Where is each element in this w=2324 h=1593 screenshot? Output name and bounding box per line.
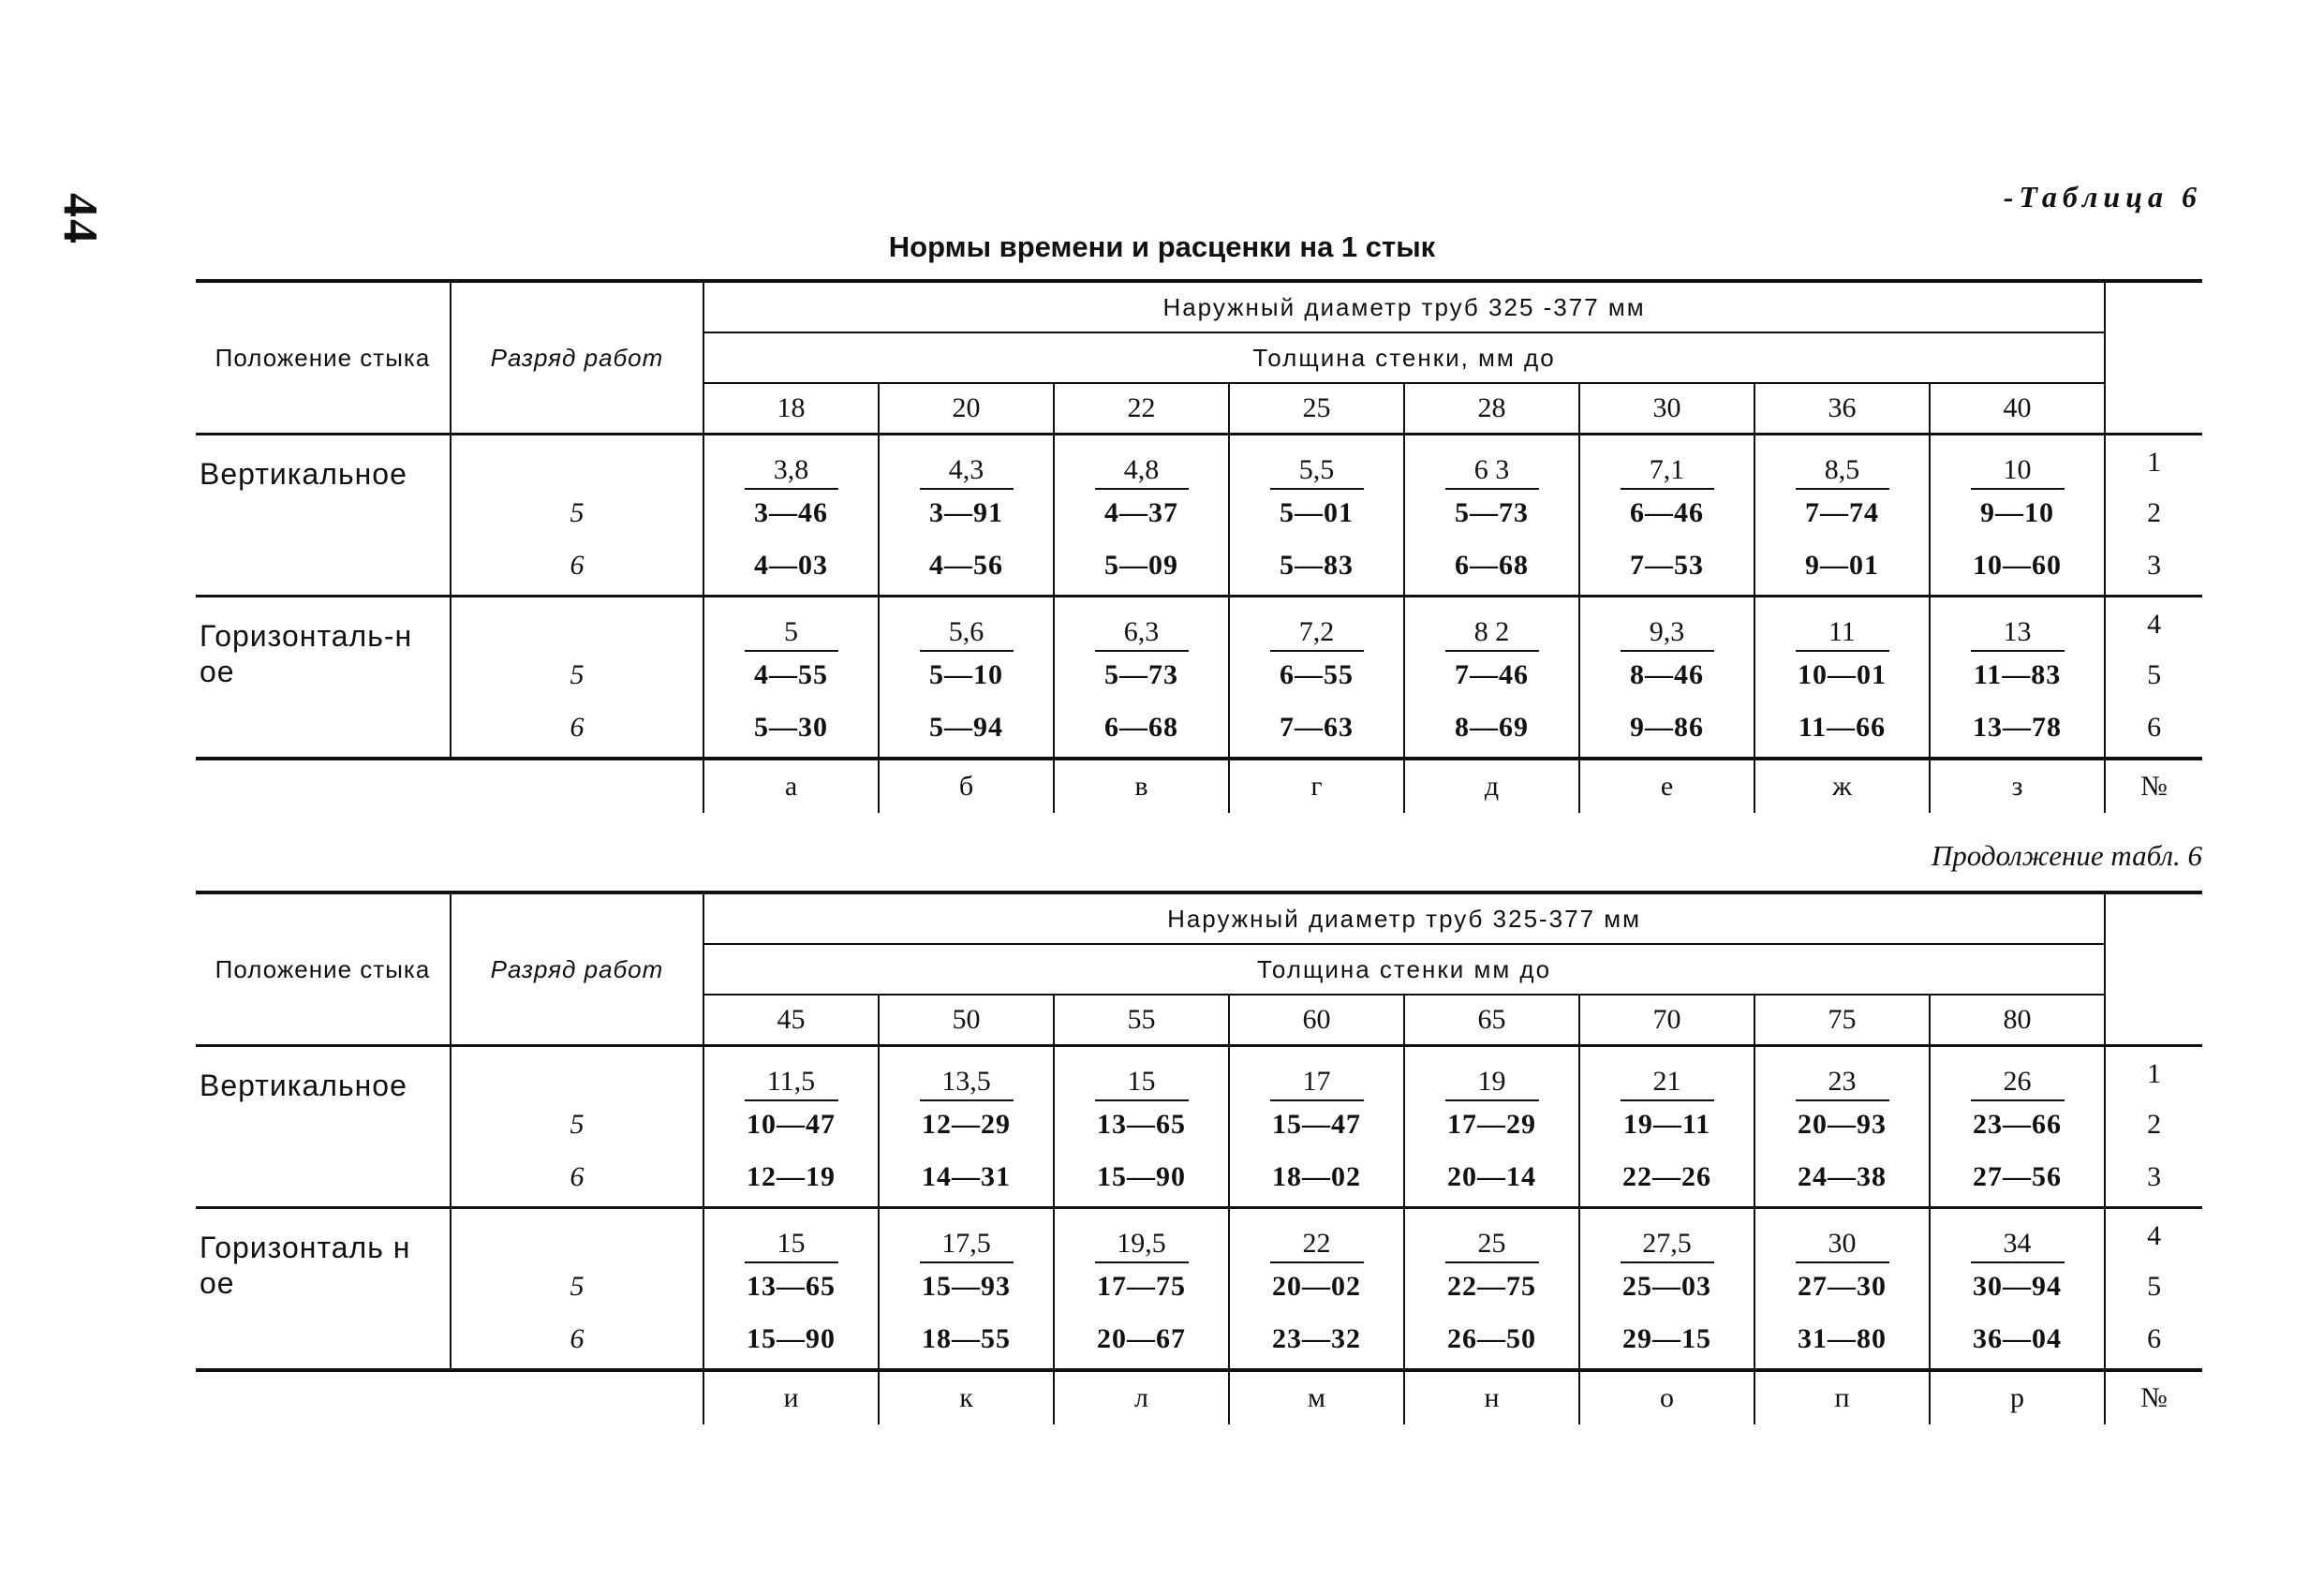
time-norm: 13 [1971, 616, 2065, 652]
rate-cell: 15—90 [1054, 1148, 1229, 1208]
rate-cell: 36—04 [1930, 1310, 2105, 1370]
rate-cell: 19—11 [1579, 1101, 1754, 1148]
rate-cell: 23—66 [1930, 1101, 2105, 1148]
time-norm: 22 [1270, 1228, 1364, 1263]
norm-cell [1404, 1208, 1579, 1264]
time-norm: 4,3 [920, 454, 1014, 490]
thickness-cell: 40 [1930, 383, 2105, 435]
grade-cell-empty [451, 435, 703, 491]
thickness-cell: 30 [1579, 383, 1754, 435]
norms-table-2 [196, 891, 2202, 1424]
thickness-cell: 55 [1054, 995, 1229, 1046]
norm-cell [1754, 1046, 1930, 1102]
column-letter: б [879, 759, 1054, 813]
diameter-header: Наружный диаметр труб 325 -377 мм [703, 281, 2105, 332]
time-norm: 25 [1445, 1228, 1539, 1263]
rate-cell: 23—32 [1229, 1310, 1404, 1370]
norm-cell [703, 1208, 879, 1264]
time-norm: 8 2 [1445, 616, 1539, 652]
grade-cell-empty [451, 597, 703, 653]
time-norm: 11 [1796, 616, 1889, 652]
time-norm: 10 [1971, 454, 2065, 490]
time-norm: 15 [745, 1228, 838, 1263]
grade-cell: 5 [451, 1263, 703, 1310]
rate-cell: 29—15 [1579, 1310, 1754, 1370]
rate-cell: 20—93 [1754, 1101, 1930, 1148]
norm-cell [703, 597, 879, 653]
time-norm: 23 [1796, 1066, 1889, 1101]
grade-header [451, 892, 703, 1046]
time-norm: 5 [745, 616, 838, 652]
time-norm: 34 [1971, 1228, 2065, 1263]
column-letter: г [1229, 759, 1404, 813]
rate-cell: 18—02 [1229, 1148, 1404, 1208]
rate-cell: 27—30 [1754, 1263, 1930, 1310]
time-norm: 5,6 [920, 616, 1014, 652]
norm-row [196, 1208, 2202, 1264]
column-letter: к [879, 1370, 1054, 1424]
rate-cell: 17—29 [1404, 1101, 1579, 1148]
norms-table-1 [196, 279, 2202, 813]
rate-cell: 30—94 [1930, 1263, 2105, 1310]
rate-cell: 14—31 [879, 1148, 1054, 1208]
rate-cell: 11—83 [1930, 652, 2105, 699]
norm-cell [1054, 597, 1229, 653]
rate-row [196, 699, 2202, 759]
norm-cell [1579, 435, 1754, 491]
row-number: 4 [2105, 1208, 2202, 1264]
norm-cell [1054, 1208, 1229, 1264]
rate-cell: 3—91 [879, 490, 1054, 537]
rate-cell: 5—09 [1054, 537, 1229, 597]
position-header-text: Положение стыка [215, 344, 431, 372]
rate-cell: 5—73 [1054, 652, 1229, 699]
grade-header [451, 281, 703, 435]
thickness-cell: 36 [1754, 383, 1930, 435]
rate-cell: 10—60 [1930, 537, 2105, 597]
norm-cell [1229, 1046, 1404, 1102]
rate-row [196, 490, 2202, 537]
norm-cell [1930, 597, 2105, 653]
position-header-text: Положение стыка [215, 955, 431, 983]
thickness-cell: 22 [1054, 383, 1229, 435]
rate-cell: 22—26 [1579, 1148, 1754, 1208]
thickness-cell: 28 [1404, 383, 1579, 435]
rate-cell: 6—68 [1404, 537, 1579, 597]
time-norm: 5,5 [1270, 454, 1364, 490]
norm-cell [1579, 1046, 1754, 1102]
rate-row [196, 1310, 2202, 1370]
rate-row [196, 652, 2202, 699]
norm-cell [1054, 1046, 1229, 1102]
norm-cell [1404, 435, 1579, 491]
rate-cell: 20—67 [1054, 1310, 1229, 1370]
grade-header-text: Разряд работ [490, 344, 664, 372]
thickness-cell: 18 [703, 383, 879, 435]
rate-cell: 5—73 [1404, 490, 1579, 537]
rate-cell: 22—75 [1404, 1263, 1579, 1310]
rate-cell: 10—01 [1754, 652, 1930, 699]
rate-cell: 8—46 [1579, 652, 1754, 699]
thickness-cell: 50 [879, 995, 1054, 1046]
rate-cell: 9—86 [1579, 699, 1754, 759]
rate-cell: 5—94 [879, 699, 1054, 759]
norm-cell [1229, 435, 1404, 491]
time-norm: 17,5 [920, 1228, 1014, 1263]
norm-cell [1579, 1208, 1754, 1264]
header-row [196, 281, 2202, 332]
grade-cell: 6 [451, 699, 703, 759]
norm-cell [1229, 1208, 1404, 1264]
letters-empty [451, 1370, 703, 1424]
column-letters-row [196, 1370, 2202, 1424]
table-title: Нормы времени и расценки на 1 стык [888, 230, 1436, 263]
row-number: 6 [2105, 699, 2202, 759]
rate-cell: 15—90 [703, 1310, 879, 1370]
position-label: Горизонталь-ное [200, 619, 413, 688]
norm-cell [879, 435, 1054, 491]
norm-row [196, 1046, 2202, 1102]
rate-cell: 13—65 [1054, 1101, 1229, 1148]
diameter-header: Наружный диаметр труб 325-377 мм [703, 892, 2105, 944]
row-number: 1 [2105, 1046, 2202, 1102]
column-letter: е [1579, 759, 1754, 813]
grade-cell: 5 [451, 652, 703, 699]
time-norm: 15 [1095, 1066, 1189, 1101]
thickness-cell: 25 [1229, 383, 1404, 435]
time-norm: 4,8 [1095, 454, 1189, 490]
page-number: 44 [53, 193, 107, 245]
position-label: Горизонталь ное [200, 1231, 411, 1300]
thickness-header: Толщина стенки, мм до [703, 332, 2105, 383]
rate-row [196, 1148, 2202, 1208]
thickness-cell: 60 [1229, 995, 1404, 1046]
letters-empty [451, 759, 703, 813]
position-cell [196, 1046, 451, 1208]
rate-cell: 20—02 [1229, 1263, 1404, 1310]
norm-cell [879, 1046, 1054, 1102]
row-number: 3 [2105, 1148, 2202, 1208]
rate-cell: 7—46 [1404, 652, 1579, 699]
thickness-cell: 20 [879, 383, 1054, 435]
header-row [196, 892, 2202, 944]
thickness-header: Толщина стенки мм до [703, 944, 2105, 995]
row-number: 2 [2105, 490, 2202, 537]
time-norm: 27,5 [1621, 1228, 1714, 1263]
column-letter: д [1404, 759, 1579, 813]
rate-cell: 5—30 [703, 699, 879, 759]
rate-cell: 9—01 [1754, 537, 1930, 597]
letters-empty [196, 759, 451, 813]
norm-cell [1930, 435, 2105, 491]
norm-cell [1754, 597, 1930, 653]
norm-cell [879, 1208, 1054, 1264]
column-letter: н [1404, 1370, 1579, 1424]
rate-cell: 3—46 [754, 497, 828, 528]
number-column-header [2105, 892, 2202, 1046]
column-letters-row [196, 759, 2202, 813]
column-letter: п [1754, 1370, 1930, 1424]
row-number: 2 [2105, 1101, 2202, 1148]
position-cell [196, 435, 451, 597]
position-label: Вертикальное [200, 457, 407, 491]
rate-cell: 4—03 [703, 537, 879, 597]
table-label: -Таблица 6 [2003, 180, 2202, 214]
rate-cell: 6—46 [1579, 490, 1754, 537]
position-header [196, 281, 451, 435]
thickness-cell: 75 [1754, 995, 1930, 1046]
rate-cell: 15—47 [1229, 1101, 1404, 1148]
position-cell [196, 1208, 451, 1371]
rate-cell: 18—55 [879, 1310, 1054, 1370]
row-number: 1 [2105, 435, 2202, 491]
rate-cell: 25—03 [1579, 1263, 1754, 1310]
norm-cell [1754, 1208, 1930, 1264]
time-norm: 17 [1270, 1066, 1364, 1101]
time-norm: 6,3 [1095, 616, 1189, 652]
continuation-label: Продолжение табл. 6 [1931, 839, 2202, 872]
rate-cell: 7—53 [1579, 537, 1754, 597]
rate-cell: 6—68 [1054, 699, 1229, 759]
rate-cell: 7—63 [1229, 699, 1404, 759]
norm-cell [879, 597, 1054, 653]
rate-cell: 4—37 [1054, 490, 1229, 537]
rate-cell: 31—80 [1754, 1310, 1930, 1370]
time-norm: 9,3 [1621, 616, 1714, 652]
norm-cell [1930, 1208, 2105, 1264]
rate-row [196, 1101, 2202, 1148]
rate-cell: 9—10 [1930, 490, 2105, 537]
time-norm: 7,2 [1270, 616, 1364, 652]
rate-cell: 5—01 [1229, 490, 1404, 537]
rate-cell: 24—38 [1754, 1148, 1930, 1208]
rate-cell: 15—93 [879, 1263, 1054, 1310]
rate-cell: 12—19 [703, 1148, 879, 1208]
thickness-cell: 80 [1930, 995, 2105, 1046]
grade-cell-empty [451, 1046, 703, 1102]
grade-cell: 5 [451, 1101, 703, 1148]
rate-row [196, 1263, 2202, 1310]
grade-cell: 6 [451, 1310, 703, 1370]
rate-cell: 26—50 [1404, 1310, 1579, 1370]
column-letter: з [1930, 759, 2105, 813]
letters-empty [196, 1370, 451, 1424]
number-sign: № [2105, 759, 2202, 813]
position-cell [196, 597, 451, 760]
rate-cell: 5—10 [879, 652, 1054, 699]
rate-cell: 7—74 [1754, 490, 1930, 537]
rate-cell: 20—14 [1404, 1148, 1579, 1208]
norm-cell [1930, 1046, 2105, 1102]
rate-cell: 17—75 [1054, 1263, 1229, 1310]
column-letter: л [1054, 1370, 1229, 1424]
norm-cell [703, 435, 879, 491]
rate-cell: 12—29 [879, 1101, 1054, 1148]
time-norm: 21 [1621, 1066, 1714, 1101]
norm-cell [1754, 435, 1930, 491]
rate-cell: 13—78 [1930, 699, 2105, 759]
rate-cell: 8—69 [1404, 699, 1579, 759]
norm-row [196, 435, 2202, 491]
time-norm: 3,8 [745, 454, 838, 490]
row-number: 5 [2105, 1263, 2202, 1310]
norm-cell [1229, 597, 1404, 653]
column-letter: р [1930, 1370, 2105, 1424]
number-column-header [2105, 281, 2202, 435]
norm-cell [1054, 435, 1229, 491]
column-letter: ж [1754, 759, 1930, 813]
row-number: 6 [2105, 1310, 2202, 1370]
time-norm: 13,5 [920, 1066, 1014, 1101]
time-norm: 19 [1445, 1066, 1539, 1101]
time-norm: 6 3 [1445, 454, 1539, 490]
grade-cell-empty [451, 1208, 703, 1264]
row-number: 3 [2105, 537, 2202, 597]
time-norm: 8,5 [1796, 454, 1889, 490]
norm-cell [1404, 1046, 1579, 1102]
time-norm: 26 [1971, 1066, 2065, 1101]
rate-cell: 6—55 [1229, 652, 1404, 699]
grade-cell: 6 [451, 537, 703, 597]
grade-cell: 5 [451, 490, 703, 537]
thickness-cell: 45 [703, 995, 879, 1046]
rate-cell: 10—47 [747, 1109, 836, 1140]
column-letter: о [1579, 1370, 1754, 1424]
position-label: Вертикальное [200, 1069, 407, 1102]
column-letter: а [784, 771, 798, 802]
thickness-cell: 65 [1404, 995, 1579, 1046]
position-header [196, 892, 451, 1046]
column-letter: м [1229, 1370, 1404, 1424]
thickness-cell: 70 [1579, 995, 1754, 1046]
time-norm: 30 [1796, 1228, 1889, 1263]
column-letter: в [1054, 759, 1229, 813]
norm-cell [1579, 597, 1754, 653]
rate-cell: 4—56 [879, 537, 1054, 597]
rate-row [196, 537, 2202, 597]
number-sign: № [2105, 1370, 2202, 1424]
grade-header-text: Разряд работ [490, 955, 664, 983]
grade-cell: 6 [451, 1148, 703, 1208]
rate-cell: 11—66 [1754, 699, 1930, 759]
rate-cell: 27—56 [1930, 1148, 2105, 1208]
row-number: 4 [2105, 597, 2202, 653]
rate-cell: 13—65 [747, 1271, 836, 1302]
row-number: 5 [2105, 652, 2202, 699]
rate-cell: 5—83 [1229, 537, 1404, 597]
time-norm: 7,1 [1621, 454, 1714, 490]
time-norm: 19,5 [1095, 1228, 1189, 1263]
norm-cell [703, 1046, 879, 1102]
norm-cell [1404, 597, 1579, 653]
time-norm: 11,5 [745, 1066, 838, 1101]
rate-cell: 4—55 [754, 659, 828, 690]
norm-row [196, 597, 2202, 653]
column-letter: и [783, 1382, 799, 1413]
